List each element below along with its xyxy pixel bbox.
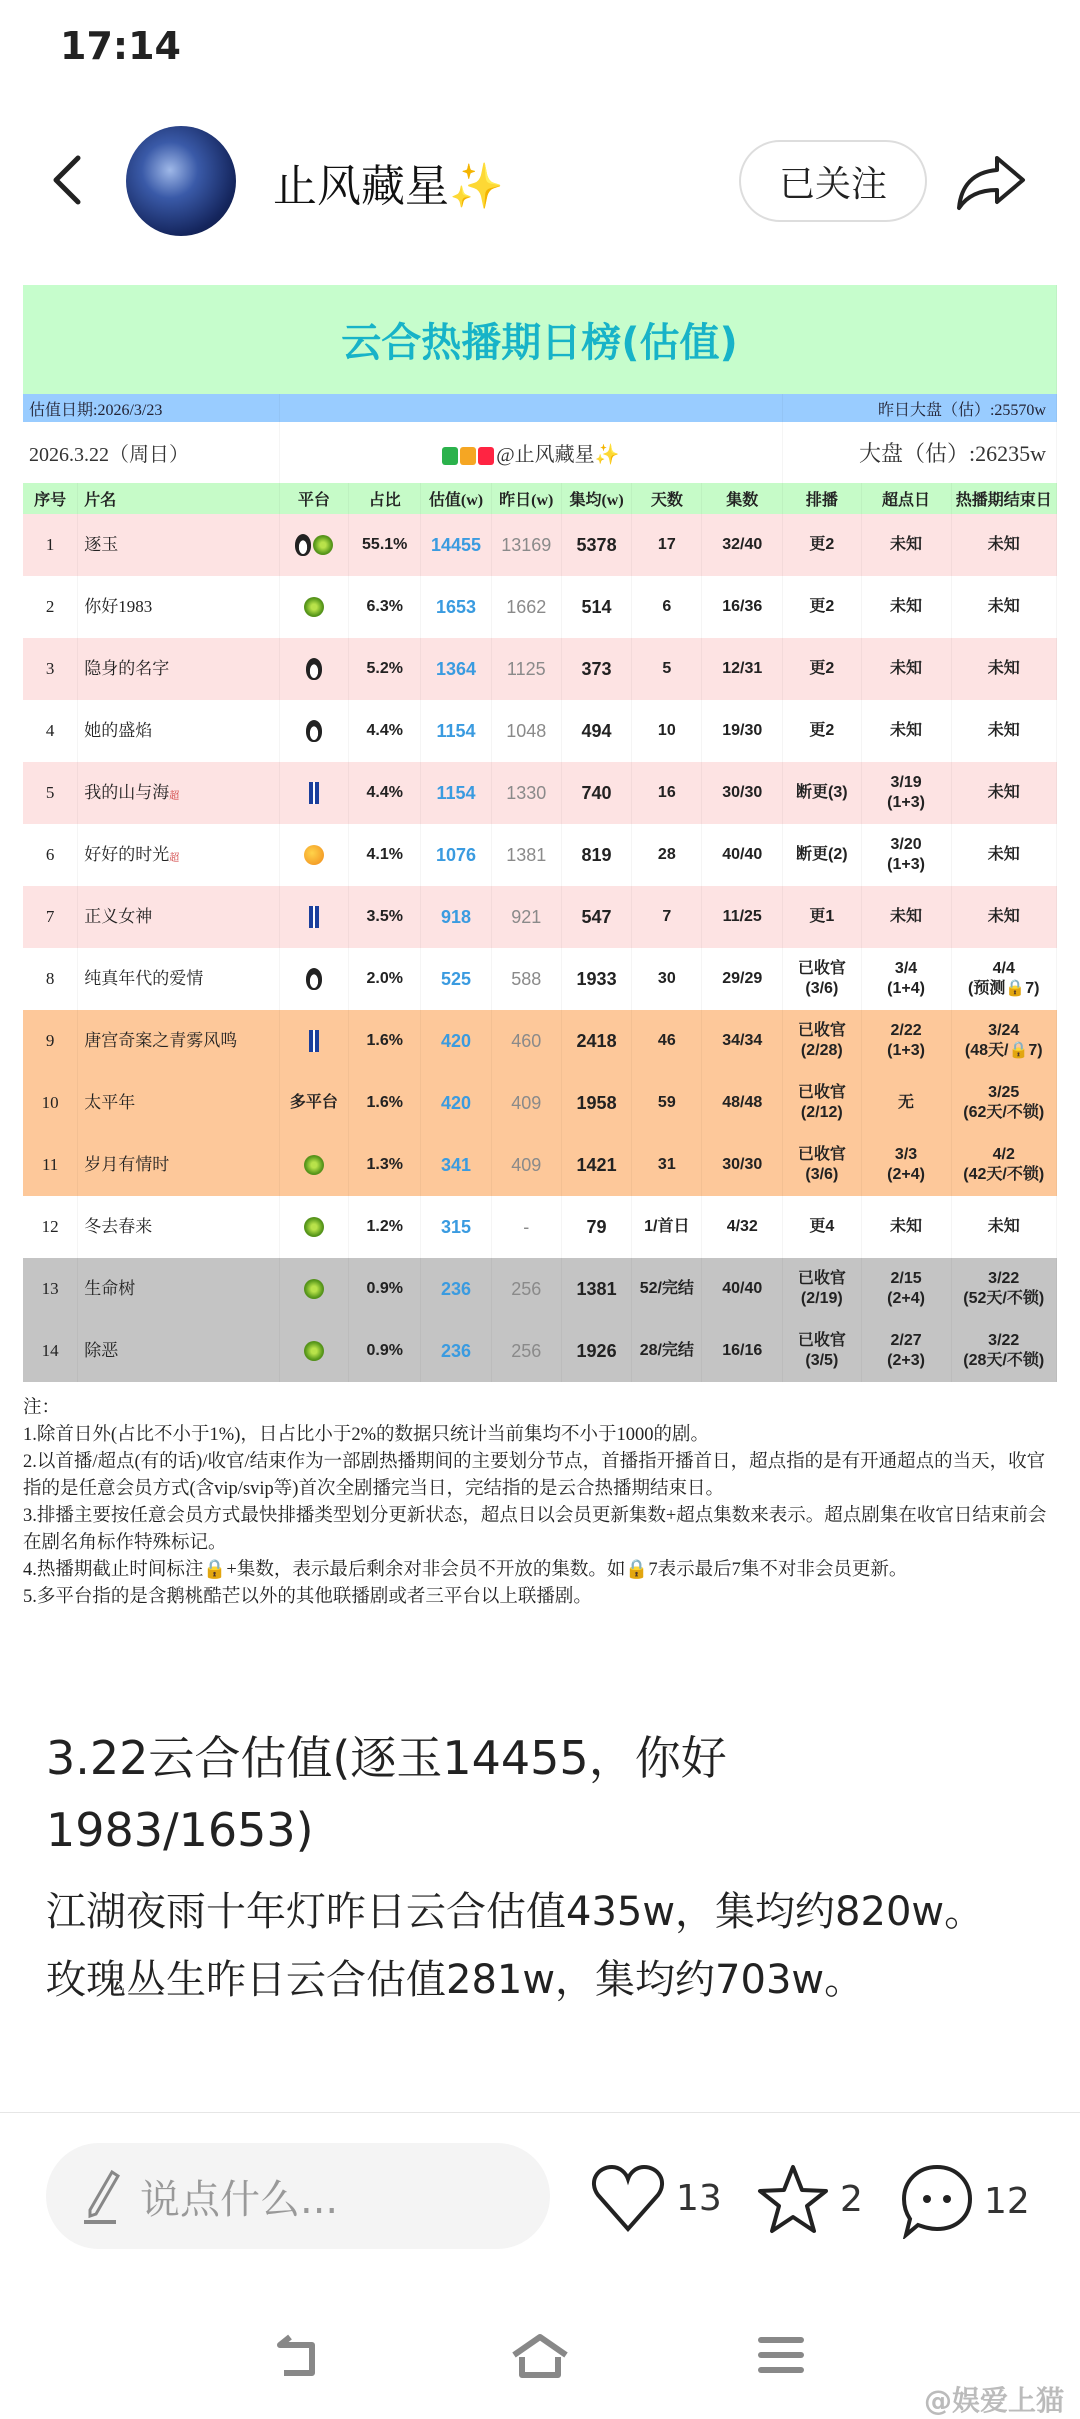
show-name [78,762,280,824]
table-notes: 注： 1.除首日外(占比不小于1%)，日占比小于2%的数据只统计当前集均不小于1000的剧。 2.以首播/超点(有的话)/收官/结束作为一部剧热播期间的主要划分节点，首播指开播首日，超点指的是有开通超点的当天，收官指的是任意会员方式(含vip/svip等)首次全剧播完当日，完结指的是云合热播期结束日。 3.排播主要按任意会员方式最快排播类型划分更新状态，超点日以会员更新集数+超点集数来表示。超点剧集在收官日结束前会在剧名角标作特殊标记。 4.热播期截止时间标注🔒+集数，表示最后剩余对非会员不开放的集数。如🔒7表示最后7集不对非会员更新。 5.多平台指的是含鹅桃酷芒以外的其他联播剧或者三平台以上联播剧。 [23,1398,1047,1607]
share-percent: 6.3% [349,576,421,638]
platform [279,700,348,762]
hot-period-end: 未知 [951,824,1057,886]
super-badge: 超 [169,791,180,803]
schedule-status: 已收官 (2/19) [783,1258,862,1320]
estimate-value: 525 [421,948,491,1010]
schedule-status: 更2 [783,576,862,638]
show-name [78,700,280,762]
show-name-text: 唐宫奇案之青雾风鸣 [84,1031,238,1051]
super-vip-date: 3/4 (1+4) [861,948,951,1010]
post-header [0,120,1080,240]
username[interactable]: 止风藏星✨ [273,161,504,212]
share-percent: 55.1% [349,514,421,576]
episodes: 34/34 [702,1010,783,1072]
xiaohongshu-logo-icon [478,447,494,465]
super-vip-date: 3/19 (1+3) [861,762,951,824]
comment-placeholder: 说点什么... [140,2176,339,2223]
table-row [23,1196,1057,1258]
episode-average: 819 [561,824,631,886]
yesterday-value: 409 [491,1134,561,1196]
super-vip-date: 未知 [861,576,951,638]
platform [279,948,348,1010]
estimate-value: 1076 [421,824,491,886]
youku-icon [309,782,319,804]
episode-average: 5378 [561,514,631,576]
column-header: 平台 [279,483,348,514]
yesterday-value: - [491,1196,561,1258]
schedule-status: 已收官 (3/5) [783,1320,862,1382]
super-vip-date: 未知 [861,1196,951,1258]
like-count: 13 [676,2177,722,2219]
show-name-text: 太平年 [84,1093,136,1113]
share-percent: 1.6% [349,1072,421,1134]
super-vip-date: 无 [861,1072,951,1134]
share-percent: 2.0% [349,948,421,1010]
episode-average: 1958 [561,1072,631,1134]
hot-period-end: 未知 [951,886,1057,948]
schedule-status: 已收官 (2/28) [783,1010,862,1072]
table-row [23,1320,1057,1382]
column-header: 序号 [23,483,78,514]
yesterday-value: 256 [491,1320,561,1382]
iqiyi-icon [304,597,324,617]
schedule-status: 已收官 (2/12) [783,1072,862,1134]
schedule-status: 已收官 (3/6) [783,1134,862,1196]
schedule-status: 更2 [783,700,862,762]
super-vip-date: 未知 [861,638,951,700]
table-header-row [23,483,1057,514]
table-row [23,1258,1057,1320]
days-aired: 6 [632,576,702,638]
comment-bubble-icon [900,2163,974,2239]
episodes: 16/16 [702,1320,783,1382]
episode-average: 2418 [561,1010,631,1072]
bottom-action-bar [0,2112,1080,2417]
show-name-text: 正义女神 [84,907,153,927]
chart-date: 2026.3.22（周日） [23,422,279,483]
table-row [23,948,1057,1010]
estimate-value: 1653 [421,576,491,638]
row-number: 4 [23,700,78,762]
column-header: 片名 [78,483,280,514]
row-number: 5 [23,762,78,824]
hot-period-end: 未知 [951,514,1057,576]
hot-period-end: 未知 [951,1196,1057,1258]
show-name [78,948,280,1010]
back-arrow-icon[interactable] [40,150,100,210]
share-percent: 0.9% [349,1320,421,1382]
comment-count: 12 [984,2180,1030,2222]
yesterday-total: 昨日大盘（估）:25570w [783,394,1057,422]
weibo-logo-icon [460,447,476,465]
episode-average: 79 [561,1196,631,1258]
episodes: 16/36 [702,576,783,638]
platform [279,886,348,948]
avatar[interactable] [126,126,236,236]
days-aired: 28 [632,824,702,886]
row-number: 13 [23,1258,78,1320]
today-total: 大盘（估）:26235w [783,422,1057,483]
schedule-status: 更2 [783,638,862,700]
estimate-value: 341 [421,1134,491,1196]
episodes: 40/40 [702,1258,783,1320]
platform-text: 多平台 [289,1094,338,1111]
yesterday-value: 409 [491,1072,561,1134]
platform [279,1320,348,1382]
episodes: 29/29 [702,948,783,1010]
show-name-text: 纯真年代的爱情 [84,969,204,989]
table-row [23,762,1057,824]
youku-icon [309,906,319,928]
episode-average: 1381 [561,1258,631,1320]
youku-icon [309,1030,319,1052]
show-name [78,1258,280,1320]
share-percent: 5.2% [349,638,421,700]
days-aired: 16 [632,762,702,824]
estimate-value: 1364 [421,638,491,700]
days-aired: 17 [632,514,702,576]
yesterday-value: 1662 [491,576,561,638]
estimate-date: 估值日期:2026/3/23 [23,394,279,422]
yesterday-value: 13169 [491,514,561,576]
column-header: 热播期结束日 [951,483,1057,514]
row-number: 9 [23,1010,78,1072]
hot-period-end: 3/24 (48天/🔒7) [951,1010,1057,1072]
table-row [23,824,1057,886]
episodes: 19/30 [702,700,783,762]
column-header: 昨日(w) [491,483,561,514]
estimate-value: 1154 [421,762,491,824]
column-header: 集数 [702,483,783,514]
episode-average: 494 [561,700,631,762]
nav-back-icon[interactable] [272,2333,322,2377]
schedule-status: 更4 [783,1196,862,1258]
mango-icon [304,845,324,865]
table-row [23,576,1057,638]
iqiyi-icon [304,1155,324,1175]
episode-average: 373 [561,638,631,700]
episodes: 48/48 [702,1072,783,1134]
heart-icon [590,2163,666,2233]
post-line: 玫瑰丛生昨日云合估值281w，集均约703w。 [46,1957,865,2003]
schedule-status: 更1 [783,886,862,948]
hot-period-end: 3/25 (62天/不锁) [951,1072,1057,1134]
ranking-table [23,285,1057,1382]
episode-average: 1933 [561,948,631,1010]
super-vip-date: 未知 [861,700,951,762]
hot-period-end: 3/22 (52天/不锁) [951,1258,1057,1320]
iqiyi-icon [304,1279,324,1299]
show-name [78,638,280,700]
pencil-icon [82,2166,122,2226]
show-name [78,1320,280,1382]
follow-button[interactable]: 已关注 [739,140,927,222]
table-row [23,514,1057,576]
hot-period-end: 未知 [951,762,1057,824]
schedule-status: 已收官 (3/6) [783,948,862,1010]
iqiyi-icon [313,535,333,555]
table-row [23,638,1057,700]
star-icon [756,2163,830,2235]
show-name-text: 冬去春来 [84,1217,153,1237]
platform [279,576,348,638]
share-icon[interactable] [955,152,1027,212]
row-number: 2 [23,576,78,638]
share-percent: 3.5% [349,886,421,948]
episodes: 30/30 [702,762,783,824]
share-percent: 4.4% [349,762,421,824]
episodes: 11/25 [702,886,783,948]
yesterday-value: 1048 [491,700,561,762]
yesterday-value: 921 [491,886,561,948]
iqiyi-icon [304,1217,324,1237]
row-number: 1 [23,514,78,576]
share-percent: 0.9% [349,1258,421,1320]
table-row [23,1134,1057,1196]
episodes: 4/32 [702,1196,783,1258]
episodes: 40/40 [702,824,783,886]
days-aired: 59 [632,1072,702,1134]
estimate-value: 1154 [421,700,491,762]
table-row [23,700,1057,762]
episode-average: 514 [561,576,631,638]
days-aired: 46 [632,1010,702,1072]
yesterday-value: 1330 [491,762,561,824]
super-vip-date: 2/15 (2+4) [861,1258,951,1320]
favorite-count: 2 [840,2178,863,2220]
days-aired: 28/完结 [632,1320,702,1382]
hot-period-end: 未知 [951,700,1057,762]
show-name [78,886,280,948]
show-name-text: 除恶 [84,1341,119,1361]
show-name-text: 你好1983 [84,597,153,617]
share-percent: 4.1% [349,824,421,886]
show-name [78,1134,280,1196]
platform [279,762,348,824]
platform [279,1010,348,1072]
days-aired: 30 [632,948,702,1010]
watermark: @娱爱上猫 [923,2384,1064,2417]
episode-average: 547 [561,886,631,948]
show-name-text: 她的盛焰 [84,721,153,741]
estimate-value: 420 [421,1072,491,1134]
show-name [78,514,280,576]
estimate-value: 315 [421,1196,491,1258]
platform [279,1196,348,1258]
row-number: 10 [23,1072,78,1134]
row-number: 12 [23,1196,78,1258]
row-number: 8 [23,948,78,1010]
comment-input[interactable] [46,2143,550,2249]
show-name-text: 逐玉 [84,535,119,555]
platform [279,1072,348,1134]
douban-logo-icon [442,447,458,465]
platform [279,638,348,700]
tencent-icon [306,968,322,990]
column-header: 超点日 [861,483,951,514]
iqiyi-icon [304,1341,324,1361]
episode-average: 1421 [561,1134,631,1196]
hot-period-end: 4/2 (42天/不锁) [951,1134,1057,1196]
share-percent: 1.6% [349,1010,421,1072]
estimate-value: 14455 [421,514,491,576]
post-line: 江湖夜雨十年灯昨日云合估值435w，集均约820w。 [46,1889,985,1935]
like-button[interactable] [590,2163,722,2233]
yesterday-value: 1381 [491,824,561,886]
tencent-icon [306,720,322,742]
show-name [78,824,280,886]
days-aired: 52/完结 [632,1258,702,1320]
author-handle: @止风藏星✨ [496,444,620,466]
share-percent: 1.3% [349,1134,421,1196]
yesterday-value: 1125 [491,638,561,700]
estimate-value: 918 [421,886,491,948]
table-row [23,1010,1057,1072]
super-vip-date: 3/3 (2+4) [861,1134,951,1196]
show-name [78,576,280,638]
estimate-value: 236 [421,1258,491,1320]
row-number: 7 [23,886,78,948]
super-vip-date: 未知 [861,886,951,948]
post-title: 3.22云合估值(逐玉14455，你好1983/1653) [46,1731,727,1857]
show-name-text: 岁月有情时 [84,1155,170,1175]
estimate-value: 236 [421,1320,491,1382]
column-header: 排播 [783,483,862,514]
show-name-text: 我的山与海 [84,783,170,803]
yesterday-value: 460 [491,1010,561,1072]
hot-period-end: 未知 [951,576,1057,638]
comment-button[interactable] [900,2163,1030,2239]
days-aired: 31 [632,1134,702,1196]
super-badge: 超 [169,853,180,865]
super-vip-date: 2/22 (1+3) [861,1010,951,1072]
row-number: 11 [23,1134,78,1196]
show-name [78,1072,280,1134]
yesterday-value: 588 [491,948,561,1010]
schedule-status: 断更(3) [783,762,862,824]
days-aired: 5 [632,638,702,700]
estimate-value: 420 [421,1010,491,1072]
super-vip-date: 3/20 (1+3) [861,824,951,886]
episodes: 30/30 [702,1134,783,1196]
nav-home-icon[interactable] [510,2333,570,2379]
column-header: 估值(w) [421,483,491,514]
column-header: 占比 [349,483,421,514]
schedule-status: 断更(2) [783,824,862,886]
favorite-button[interactable] [756,2163,863,2235]
episode-average: 1926 [561,1320,631,1382]
platform [279,824,348,886]
post-body [46,1878,1036,2014]
platform [279,1258,348,1320]
show-name [78,1010,280,1072]
share-percent: 1.2% [349,1196,421,1258]
show-name-text: 好好的时光 [84,845,170,865]
nav-menu-icon[interactable] [758,2333,804,2377]
hot-period-end: 3/22 (28天/不锁) [951,1320,1057,1382]
days-aired: 1/首日 [632,1196,702,1258]
hot-period-end: 未知 [951,638,1057,700]
show-name [78,1196,280,1258]
share-percent: 4.4% [349,700,421,762]
schedule-status: 更2 [783,514,862,576]
tencent-icon [295,534,311,556]
column-header: 集均(w) [561,483,631,514]
column-header: 天数 [632,483,702,514]
episodes: 12/31 [702,638,783,700]
row-number: 6 [23,824,78,886]
super-vip-date: 2/27 (2+3) [861,1320,951,1382]
row-number: 14 [23,1320,78,1382]
episodes: 32/40 [702,514,783,576]
yesterday-value: 256 [491,1258,561,1320]
row-number: 3 [23,638,78,700]
hot-period-end: 4/4 (预测🔒7) [951,948,1057,1010]
show-name-text: 隐身的名字 [84,659,170,679]
tencent-icon [306,658,322,680]
table-title: 云合热播期日榜(估值) [23,285,1057,394]
table-row [23,886,1057,948]
status-time: 17:14 [60,24,181,68]
episode-average: 740 [561,762,631,824]
platform [279,514,348,576]
super-vip-date: 未知 [861,514,951,576]
table-row [23,1072,1057,1134]
days-aired: 10 [632,700,702,762]
days-aired: 7 [632,886,702,948]
author-credit [279,422,782,483]
platform [279,1134,348,1196]
show-name-text: 生命树 [84,1279,136,1299]
